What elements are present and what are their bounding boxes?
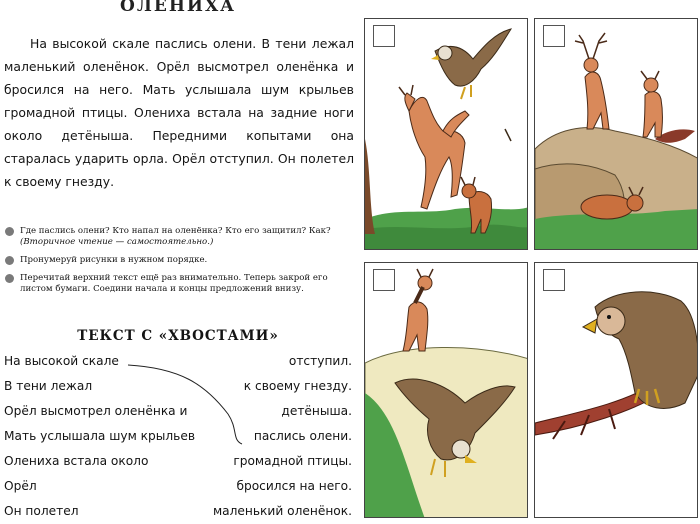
- task-text: Где паслись олени? Кто напал на оленёнка? Кто его защитил? Как?: [20, 226, 331, 236]
- task-text: Пронумеруй рисунки в нужном порядке.: [20, 255, 208, 265]
- picture-panels: [362, 0, 700, 524]
- number-box[interactable]: [543, 25, 565, 47]
- sentence-end[interactable]: маленький оленёнок.: [212, 504, 352, 518]
- story-line: На высокой скале паслись олени. В тени лежал: [30, 36, 354, 51]
- sentence-start[interactable]: Мать услышала шум крыльев: [4, 429, 196, 443]
- panel-eagle-attacks: [364, 262, 528, 518]
- story-text: [4, 32, 354, 193]
- scene-illustration: [365, 19, 528, 250]
- panel-deer-on-rock: [534, 18, 698, 250]
- sentence-start[interactable]: Он полетел: [4, 504, 79, 518]
- task-list: [4, 226, 354, 302]
- scene-illustration: [365, 263, 528, 518]
- bullet-icon: [5, 274, 14, 283]
- scene-illustration: [535, 263, 698, 518]
- matching-row: [0, 354, 352, 374]
- matching-row: [0, 504, 352, 524]
- matching-row: [0, 454, 352, 474]
- bullet-icon: [5, 256, 14, 265]
- task-text: Перечитай верхний текст ещё раз внимательно. Теперь закрой его листом бумаги. Соедини начала и концы предложений внизу.: [20, 273, 328, 294]
- story-line: маленький оленёнок. Орёл высмотрел оленёнка: [4, 59, 339, 74]
- sentence-end[interactable]: детёныша.: [281, 404, 352, 418]
- matching-row: [0, 379, 352, 399]
- story-line: громадной птицы. Олениха встала на задние ноги: [4, 105, 354, 120]
- sentence-start[interactable]: Олениха встала около: [4, 454, 149, 468]
- story-line: и бросился на него. Мать услышала шум крыльев: [4, 59, 354, 97]
- number-box[interactable]: [373, 25, 395, 47]
- task-note: (Вторичное чтение — самостоятельно.): [20, 237, 214, 247]
- story-line: около детёныша. Передними копытами она: [4, 128, 354, 143]
- number-box[interactable]: [543, 269, 565, 291]
- section-title: ТЕКСТ С «ХВОСТАМИ»: [77, 328, 279, 344]
- task-item: [4, 273, 354, 295]
- story-line: полетел к своему гнезду.: [4, 151, 354, 189]
- sentence-end[interactable]: к своему гнезду.: [243, 379, 352, 393]
- sentence-end[interactable]: паслись олени.: [253, 429, 352, 443]
- matching-row: [0, 404, 352, 424]
- sentence-start[interactable]: На высокой скале: [4, 354, 119, 368]
- number-box[interactable]: [373, 269, 395, 291]
- task-item: [4, 255, 354, 266]
- task-item: [4, 226, 354, 248]
- matching-row: [0, 429, 352, 449]
- sentence-end[interactable]: громадной птицы.: [233, 454, 352, 468]
- panel-doe-fights-eagle: [364, 18, 528, 250]
- sentence-end[interactable]: бросился на него.: [236, 479, 352, 493]
- sentence-end[interactable]: отступил.: [288, 354, 352, 368]
- sentence-start[interactable]: Орёл высмотрел оленёнка и: [4, 404, 188, 418]
- sentence-start[interactable]: В тени лежал: [4, 379, 93, 393]
- story-line: старалась ударить орла. Орёл отступил. Он: [4, 151, 296, 166]
- scene-illustration: [535, 19, 698, 250]
- page-title: ОЛЕНИХА: [120, 0, 236, 16]
- matching-exercise: [0, 354, 356, 524]
- sentence-start[interactable]: Орёл: [4, 479, 37, 493]
- bullet-icon: [5, 227, 14, 236]
- matching-row: [0, 479, 352, 499]
- panel-eagle-on-branch: [534, 262, 698, 518]
